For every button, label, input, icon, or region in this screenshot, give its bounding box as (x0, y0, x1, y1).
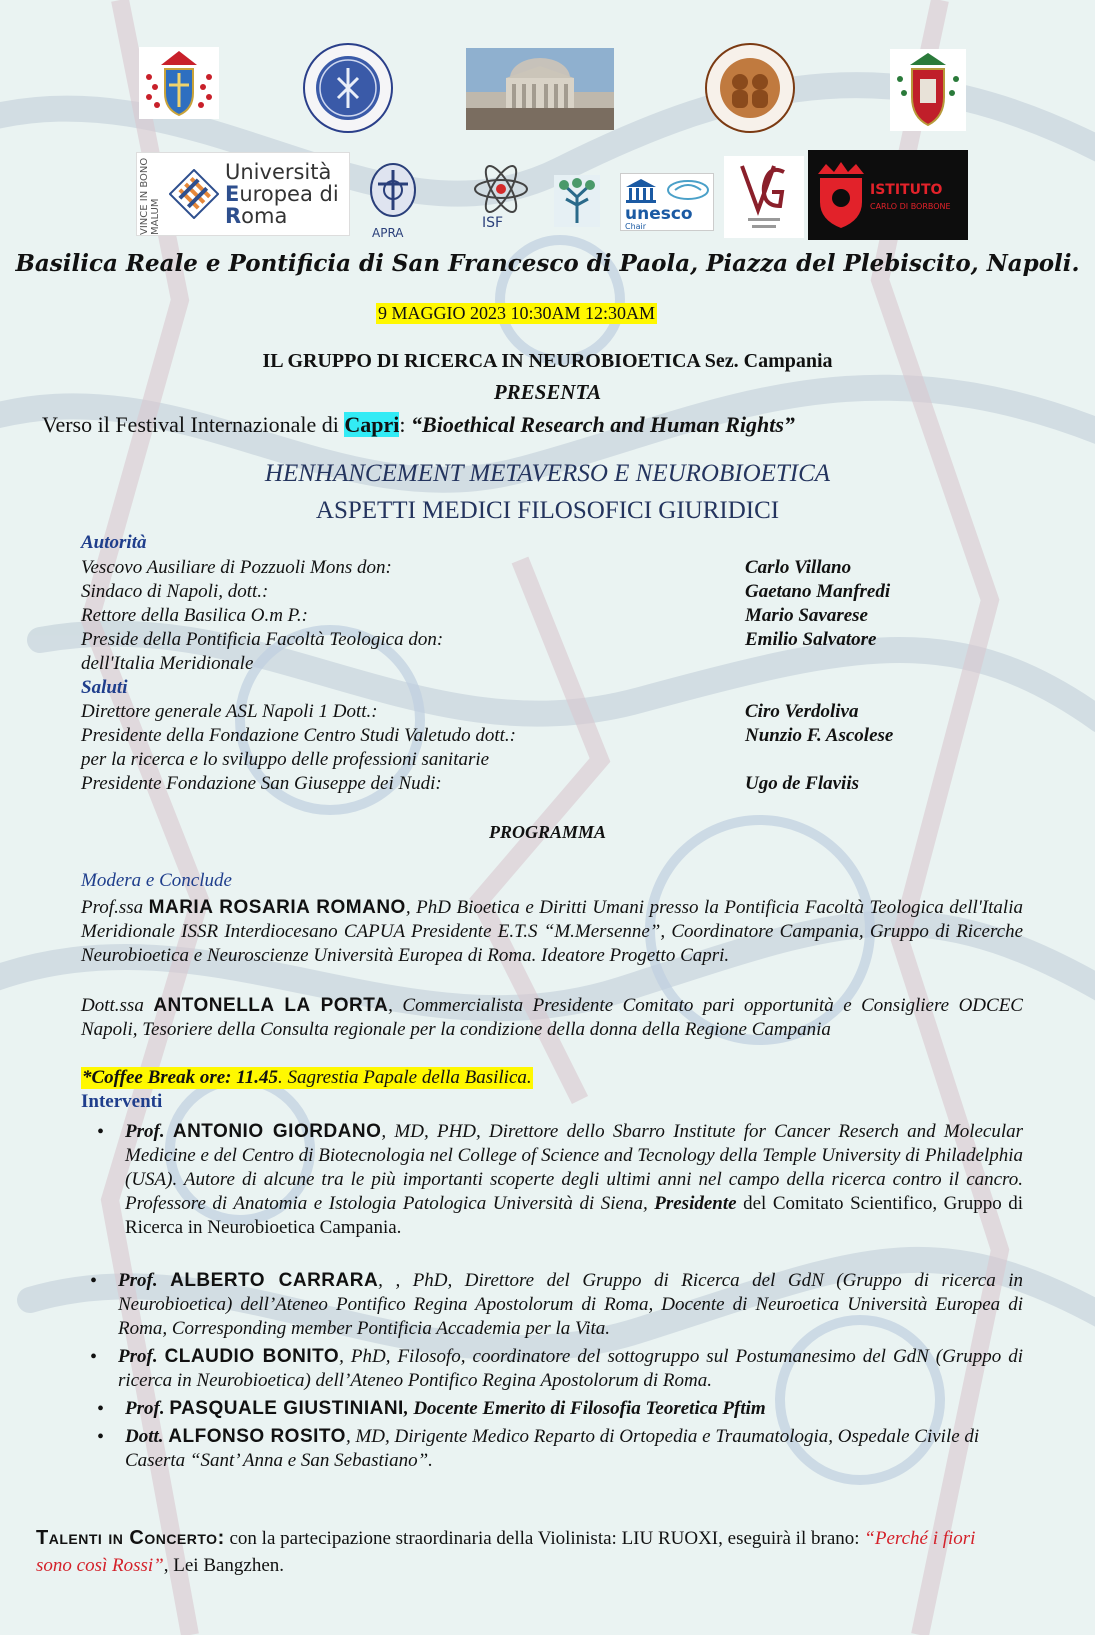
autorita-heading: Autorità (81, 532, 147, 553)
saluti-person: Ciro Verdoliva (745, 701, 859, 722)
neurobioetica-group-logo (554, 175, 600, 227)
basilica-photo (466, 48, 614, 130)
unesco-chair-logo (620, 173, 714, 231)
bullet-dot-icon: • (90, 1270, 98, 1292)
saluti-role: Presidente Fondazione San Giuseppe dei Nudi: (81, 773, 442, 794)
bishop-coat-of-arms-logo (890, 49, 966, 131)
unesco-temple-icon (624, 177, 658, 205)
uer-motto: VINCE IN BONO MALUM (139, 157, 161, 235)
event-date: 9 MAGGIO 2023 10:30AM 12:30AM (378, 303, 656, 323)
event-subtitle: ASPETTI MEDICI FILOSOFICI GIURIDICI (315, 497, 780, 524)
saluti-role: Direttore generale ASL Napoli 1 Dott.: (81, 701, 378, 722)
autorita-role: Sindaco di Napoli, dott.: (81, 581, 269, 602)
uer-name: Università Europea di Roma (225, 160, 339, 228)
saluti-person: Ugo de Flaviis (745, 773, 859, 794)
uer-diamond-mark-icon (169, 169, 219, 219)
interventi-heading: Interventi (81, 1091, 163, 1112)
coffee-break-note: *Coffee Break ore: 11.45. Sagrestia Papale della Basilica. (82, 1067, 532, 1088)
vg-foundation-logo (724, 156, 804, 238)
saluti-heading: Saluti (81, 677, 128, 698)
universita-europea-di-roma-logo (136, 152, 350, 236)
cardinal-coat-of-arms-logo (139, 47, 219, 119)
borbone-subtitle: CARLO DI BORBONE (870, 202, 951, 211)
isf-logo (470, 163, 532, 231)
venue-title: Basilica Reale e Pontificia di San Francesco di Paola, Piazza del Plebiscito, Napoli. (15, 250, 1080, 277)
autorita-person: Mario Savarese (745, 605, 868, 626)
istituto-carlo-di-borbone-logo (808, 150, 968, 240)
bullet-dot-icon: • (97, 1121, 105, 1143)
speaker-item: • Prof. ANTONIO GIORDANO, MD, PHD, Direttore dello Sbarro Institute for Cancer Reserch and Molecular Medicine e del Centro di Biotecnologia nel College of Science and Tecnology della Temple University di Philadelphia (USA). Autore di alcune tra le più importanti scoperte degli ultimi anni nel campo della ricerca contro il cancro. Professore di Anatomia e Istologia Patologica Università di Siena, Presidente del Comitato Scientifico, Gruppo di Ricerca in Neurobioetica Campania. (97, 1121, 1024, 1238)
moderator-paragraph: Dott.ssa ANTONELLA LA PORTA, Commercialista Presidente Comitato pari opportunità e Consigliere ODCEC Napoli, Tesoriere della Consulta regionale per la condizione della donna della Regione Campania (81, 995, 1023, 1040)
autorita-role: Vescovo Ausiliare di Pozzuoli Mons don: (81, 557, 392, 578)
autorita-person: Gaetano Manfredi (745, 581, 891, 602)
issr-interdiocesano-seal-logo (704, 42, 796, 134)
saluti-person: Nunzio F. Ascolese (745, 725, 894, 746)
bullet-dot-icon: • (97, 1398, 105, 1420)
unesco-name: unesco (625, 204, 693, 224)
programma-heading: PROGRAMMA (488, 822, 607, 842)
borbone-title: ISTITUTO (870, 182, 943, 198)
isf-label: ISF (482, 215, 504, 231)
unesco-chair-emblem-icon (665, 178, 711, 202)
speaker-item: • Prof. CLAUDIO BONITO, PhD, Filosofo, coordinatore del sottogruppo sul Postumanesimo del GdN (Gruppo di ricerca in Neurobioetica) dell’Ateneo Pontifico Regina Apostolorum di Roma. (90, 1346, 1024, 1391)
autorita-person: Carlo Villano (745, 557, 852, 578)
apra-logo (362, 160, 424, 240)
bullet-dot-icon: • (90, 1346, 98, 1368)
concert-note: Talenti in Concerto: con la partecipazione straordinaria della Violinista: LIU RUOXI, eseguirà il brano: “Perché i fiori sono così Rossi”, Lei Bangzhen. (36, 1527, 976, 1576)
borbone-crest-icon (812, 160, 870, 230)
modera-heading: Modera e Conclude (81, 870, 232, 891)
bullet-dot-icon: • (97, 1426, 105, 1448)
event-title: HENHANCEMENT METAVERSO E NEUROBIOETICA (264, 460, 831, 487)
saluti-role: per la ricerca e lo sviluppo delle professioni sanitarie (81, 749, 490, 770)
moderator-paragraph: Prof.ssa MARIA ROSARIA ROMANO, PhD Bioetica e Diritti Umani presso la Pontificia Facoltà Teologica dell'Italia Meridionale ISSR Interdiocesano CAPUA Presidente E.T.S “M.Mersenne”, Coordinatore Campania, Gruppo di Ricerche Neurobioetica e Neuroscienze Università Europea di Roma. Ideatore Progetto Capri. (81, 897, 1023, 966)
saluti-role: Presidente della Fondazione Centro Studi Valetudo dott.: (81, 725, 517, 746)
autorita-role: Rettore della Basilica O.m P.: (81, 605, 308, 626)
speaker-item: • Prof. PASQUALE GIUSTINIANI, Docente Emerito di Filosofia Teoretica Pftim (97, 1398, 766, 1420)
autorita-role: dell'Italia Meridionale (81, 653, 254, 674)
apra-label: APRA (372, 226, 404, 240)
unesco-chair-label: Chair (625, 222, 647, 231)
pontifical-faculty-seal-logo (302, 42, 394, 134)
speaker-item: • Prof. ALBERTO CARRARA, , PhD, Direttore del Gruppo di Ricerca del GdN (Gruppo di ricerca in Neurobioetica) dell’Ateneo Pontifico Regina Apostolorum di Roma, Docente di Neuroetica Università Europea di Roma, Corresponding member Pontificia Accademia per la Vita. (90, 1270, 1023, 1339)
autorita-person: Emilio Salvatore (745, 629, 877, 650)
organizer-line: IL GRUPPO DI RICERCA IN NEUROBIOETICA Sez. Campania (262, 350, 833, 372)
festival-line: Verso il Festival Internazionale di Capri: “Bioethical Research and Human Rights” (42, 412, 795, 437)
autorita-role: Preside della Pontificia Facoltà Teologica don: (81, 629, 444, 650)
presenta-label: PRESENTA (493, 380, 602, 404)
speaker-item: • Dott. ALFONSO ROSITO, MD, Dirigente Medico Reparto di Ortopedia e Traumatologia, Ospedale Civile di Caserta “Sant’ Anna e San Sebastiano”. (97, 1426, 980, 1471)
